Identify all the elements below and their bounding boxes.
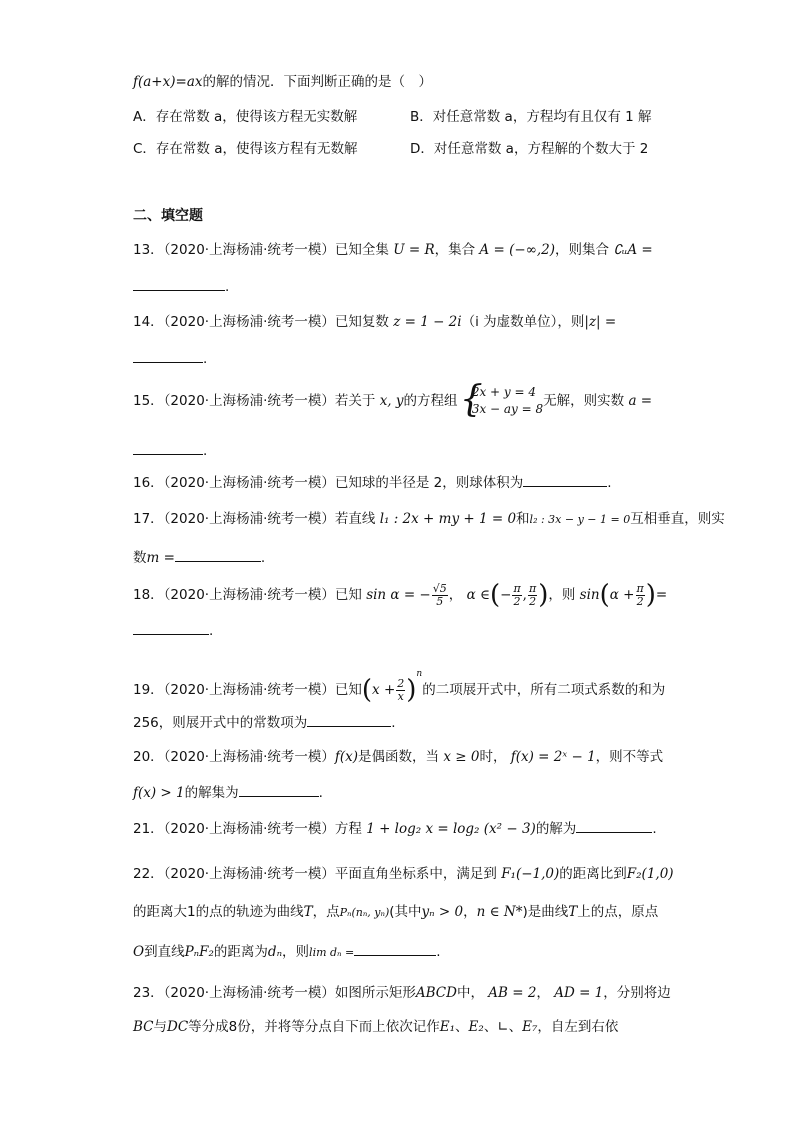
q18-num: 18． <box>133 587 164 603</box>
q15-eq2: 3x − ay = 8 <box>471 402 544 416</box>
q14-source: （2020·上海杨浦·统考一模） <box>163 314 335 330</box>
q19-line2-text: 256，则展开式中的常数项为 <box>133 715 308 731</box>
q21-text1: 方程 <box>334 821 362 837</box>
q20-text1: 是偶函数，当 <box>358 749 440 765</box>
q18-frac-numerator: √5 <box>432 581 447 595</box>
q22-origin-label: O <box>133 944 145 960</box>
q13-line1 <box>133 240 653 260</box>
q23-and: 与 <box>153 1019 168 1035</box>
q23-dc: DC <box>167 1019 189 1035</box>
q12-stem-math: f(a+x)=ax <box>133 74 203 90</box>
q15-math2: a = <box>628 393 653 409</box>
q12-option-b: B．对任意常数 a，方程均有且仅有 1 解 <box>410 109 652 125</box>
q18-interval-right: $\frac{\pi}{2}$ <box>528 581 537 608</box>
q22-text1: 平面直角坐标系中，满足到 <box>334 866 497 882</box>
q20-line2 <box>133 782 323 803</box>
q22-line2-text-b: ，点 <box>312 904 340 920</box>
q22-text2: 的距离比到 <box>559 866 627 882</box>
q17-text2: 和 <box>516 511 530 527</box>
q22-line3 <box>133 941 441 963</box>
q17-answer-blank[interactable] <box>175 547 261 562</box>
q14-math1: z = 1 − 2i <box>393 314 462 330</box>
q20-answer-blank[interactable] <box>239 782 319 797</box>
q17-math3: m = <box>146 550 175 566</box>
q23-line2-tail: ，自左到右依 <box>537 1019 619 1035</box>
q22-math3: T <box>303 904 313 920</box>
q21-source: （2020·上海杨浦·统考一模） <box>163 821 335 837</box>
q18-text1: 已知 <box>334 587 362 603</box>
q16-num: 16． <box>133 475 164 491</box>
q23-bc: BC <box>133 1019 154 1035</box>
section-title: 二、填空题 <box>133 208 203 224</box>
q16-text1: 已知球的半径是 2，则球体积为 <box>334 475 524 491</box>
q23-line1 <box>133 983 671 1003</box>
q18-fraction <box>432 583 448 608</box>
q17-num: 17． <box>133 511 164 527</box>
q22-math2: F₂(1,0) <box>626 866 674 882</box>
q20-math3: f(x) = 2ˣ − 1 <box>510 749 596 765</box>
q22-math7: T <box>568 904 578 920</box>
q18-text2: ， <box>448 587 463 603</box>
q20-math2: x ≥ 0 <box>443 749 480 765</box>
q13-tail: . <box>225 279 230 295</box>
q14-math2: |z| = <box>584 314 617 330</box>
q15-num: 15． <box>133 393 164 409</box>
q23-num: 23． <box>133 985 164 1001</box>
q20-text2: 时， <box>479 749 507 765</box>
q17-text4: 数 <box>133 550 147 566</box>
q23-text1: 如图所示矩形 <box>334 985 416 1001</box>
q20-source: （2020·上海杨浦·统考一模） <box>163 749 335 765</box>
q22-line3-text-c: 的距离为 <box>213 944 268 960</box>
q19-answer-blank[interactable] <box>307 712 391 727</box>
q17-source: （2020·上海杨浦·统考一模） <box>163 511 335 527</box>
q22-line2-text-e: )是曲线 <box>522 904 569 920</box>
q22-line2-text-c: (其中 <box>389 904 422 920</box>
q19-line1: 19．（2020·上海杨浦·统考一模）已知(x + $\frac{2}{x}$ )$^n$的二项展开式中，所有二项式系数的和为 <box>133 669 666 705</box>
q23-math2: AB = 2 <box>488 985 537 1001</box>
q20-math4: f(x) > 1 <box>133 785 185 801</box>
q17-math2: l₂ : 3x − y − 1 = 0 <box>529 513 631 526</box>
q22-math9: dₙ <box>267 944 283 960</box>
q12-stem <box>133 72 432 92</box>
q14-line1 <box>133 312 616 332</box>
q22-math6: n ∈ N* <box>476 904 523 920</box>
q18-text3: ，则 <box>548 587 576 603</box>
q18-answer-blank[interactable] <box>133 620 209 635</box>
q15-line1 <box>133 380 652 422</box>
q19-text1: 已知 <box>334 682 362 698</box>
q22-tail: . <box>436 944 441 960</box>
q20-text4: 的解集为 <box>184 785 239 801</box>
q20-num: 20． <box>133 749 164 765</box>
q15-text1: 若关于 <box>334 393 376 409</box>
q12-stem-text: 的解的情况．下面判断正确的是（ ） <box>202 74 432 90</box>
q22-line2-text-d: ， <box>463 904 477 920</box>
q22-math1: F₁(−1,0) <box>501 866 560 882</box>
q21-math1: 1 + log₂ x = log₂ (x² − 3) <box>366 821 536 837</box>
q13-text3: ，则集合 <box>555 242 610 258</box>
q18-frac-denominator: 5 <box>436 594 444 608</box>
q13-text1: 已知全集 <box>334 242 389 258</box>
q22-source: （2020·上海杨浦·统考一模） <box>163 866 335 882</box>
q17-math1: l₁ : 2x + my + 1 = 0 <box>379 511 517 527</box>
q20-text3: ，则不等式 <box>595 749 664 765</box>
q23-sep1: 、 <box>455 1019 469 1035</box>
q18-line1: 18．（2020·上海杨浦·统考一模）已知 sin α = − $\frac{√5}{5}$ ， α ∈(− $\frac{\pi}{2}$ , $\frac{\pi}{2}$ )，则 sin(α + $\frac{\pi}{2}$ )= <box>133 580 668 610</box>
q14-num: 14． <box>133 314 164 330</box>
q23-e7: E₇ <box>522 1019 538 1035</box>
q23-sep2: 、∟、 <box>483 1019 523 1035</box>
q22-line3-text-d: ，则 <box>282 944 310 960</box>
q15-answer-blank[interactable] <box>133 440 203 455</box>
q15-text2: 的方程组 <box>403 393 458 409</box>
q12-option-c: C．存在常数 a，使得该方程有无数解 <box>133 141 358 157</box>
q19-line2 <box>133 712 396 733</box>
q14-text2: （i 为虚数单位），则 <box>461 314 585 330</box>
q19-fraction: $\frac{2}{x}$ <box>397 676 405 703</box>
q22-math4: Pₙ(nₙ, yₙ) <box>339 906 390 919</box>
q18-math1: sin α = − <box>366 587 431 603</box>
q15-eq1: { 2x + y = 4 <box>471 385 536 399</box>
q17-line1 <box>133 509 725 530</box>
q15-text3: 无解，则实数 <box>543 393 625 409</box>
q18-math2: α ∈ <box>466 587 490 603</box>
q16-tail: . <box>607 475 612 491</box>
q12-option-a: A．存在常数 a，使得该方程无实数解 <box>133 109 358 125</box>
q23-text3: ， <box>536 985 550 1001</box>
q15-equation-system <box>462 384 543 418</box>
q15-math1: x, y <box>379 393 404 409</box>
q18-shift-fraction: $\frac{\pi}{2}$ <box>636 581 644 608</box>
q13-source: （2020·上海杨浦·统考一模） <box>163 242 335 258</box>
q23-line2 <box>133 1017 618 1037</box>
q16-line1 <box>133 472 612 493</box>
q18-tail: . <box>209 623 214 639</box>
q13-answer-line <box>133 276 229 297</box>
q12-option-d: D．对任意常数 a，方程解的个数大于 2 <box>410 141 649 157</box>
q20-tail: . <box>318 785 323 801</box>
q23-line2-text: 等分成8份，并将等分点自下而上依次记作 <box>188 1019 440 1035</box>
q22-math5: yₙ > 0 <box>421 904 464 920</box>
q15-answer-line <box>133 440 207 461</box>
q23-math1: ABCD <box>415 985 457 1001</box>
q22-line2 <box>133 902 658 923</box>
q22-answer-blank[interactable] <box>354 941 436 956</box>
q18-math3: sin <box>579 587 600 603</box>
q17-tail: . <box>260 550 266 566</box>
q14-answer-line <box>133 348 207 369</box>
q19-source: （2020·上海杨浦·统考一模） <box>163 682 335 698</box>
q22-line2-text-f: 上的点，原点 <box>577 904 659 920</box>
q22-line3-text-b: 到直线 <box>144 944 185 960</box>
q19-text2: 的二项展开式中，所有二项式系数的和为 <box>422 682 666 698</box>
q15-tail: . <box>203 443 208 459</box>
q14-answer-blank[interactable] <box>133 348 203 363</box>
q23-e1: E₁ <box>439 1019 456 1035</box>
q22-math10: lim dₙ = <box>309 946 355 959</box>
q18-paren-close: ) <box>538 580 549 610</box>
q18-paren-open: ( <box>489 580 501 610</box>
q18-math5: = <box>655 587 668 603</box>
q23-text4: ，分别将边 <box>603 985 671 1001</box>
q20-math1: f(x) <box>334 749 359 765</box>
q13-math1: U = R <box>393 242 435 258</box>
q13-math2: A = (−∞,2) <box>479 242 556 258</box>
q22-num: 22． <box>133 866 164 882</box>
q23-math3: AD = 1 <box>554 985 604 1001</box>
q13-answer-blank[interactable] <box>133 276 225 291</box>
q19-math1: x + <box>372 682 396 698</box>
q22-math8: PₙF₂ <box>184 944 214 960</box>
q23-e2: E₂ <box>468 1019 484 1035</box>
q19-num: 19． <box>133 682 164 698</box>
q21-line1 <box>133 818 657 839</box>
q14-text1: 已知复数 <box>334 314 389 330</box>
q18-math4: α + <box>609 587 635 603</box>
q21-answer-blank[interactable] <box>576 818 652 833</box>
q22-line2-text-a: 的距离大1的点的轨迹为曲线 <box>133 904 304 920</box>
q18-interval-left: $\frac{\pi}{2}$ <box>513 581 521 608</box>
q21-tail: . <box>652 821 657 837</box>
q23-source: （2020·上海杨浦·统考一模） <box>163 985 335 1001</box>
q16-source: （2020·上海杨浦·统考一模） <box>163 475 335 491</box>
q18-answer-line <box>133 620 213 641</box>
q13-text2: ，集合 <box>434 242 476 258</box>
q17-text1: 若直线 <box>334 511 376 527</box>
q16-answer-blank[interactable] <box>523 472 607 487</box>
q19-tail: . <box>391 715 396 731</box>
q17-text3: 互相垂直，则实 <box>630 511 725 527</box>
q21-text2: 的解为 <box>535 821 577 837</box>
q19-exponent: n <box>416 669 423 679</box>
q13-math3: ∁ᵤA = <box>613 242 653 258</box>
q18-source: （2020·上海杨浦·统考一模） <box>163 587 335 603</box>
q23-text2: 中， <box>456 985 484 1001</box>
q13-num: 13． <box>133 242 164 258</box>
q20-line1 <box>133 747 663 767</box>
q22-line1 <box>133 864 674 884</box>
q15-source: （2020·上海杨浦·统考一模） <box>163 393 335 409</box>
q17-line2 <box>133 547 265 568</box>
q14-tail: . <box>203 351 208 367</box>
q21-num: 21． <box>133 821 164 837</box>
